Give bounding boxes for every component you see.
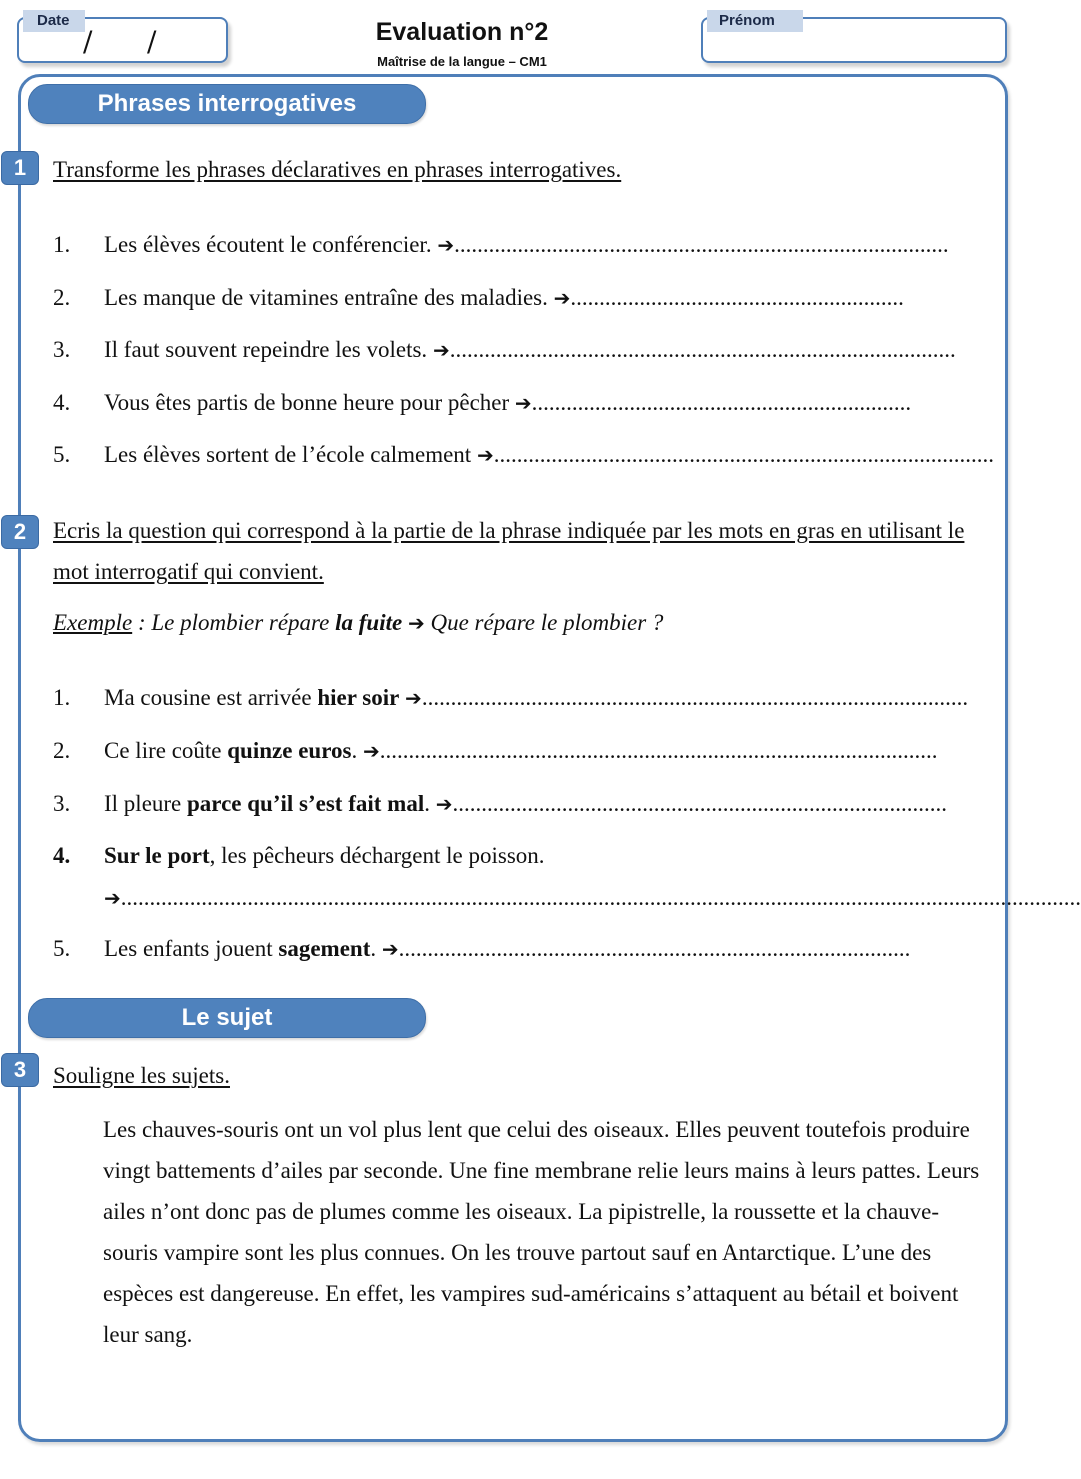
arrow-right-icon: ➔ bbox=[437, 233, 455, 257]
example-before: : Le plombier répare bbox=[132, 610, 336, 635]
list-item bbox=[53, 685, 969, 711]
date-slashes bbox=[83, 25, 211, 58]
example-bold: la fuite bbox=[335, 610, 403, 635]
date-slash: / bbox=[147, 25, 157, 58]
example-label: Exemple bbox=[53, 610, 133, 635]
page-title: Evaluation n°2 bbox=[375, 18, 549, 46]
item-text: Vous êtes partis de bonne heure pour pêcher bbox=[104, 390, 515, 415]
list-item bbox=[53, 337, 956, 363]
answer-line[interactable]: ...................................................................................... bbox=[454, 232, 949, 257]
example-after: Que répare le plombier ? bbox=[424, 610, 664, 635]
exercise-number-2: 2 bbox=[1, 515, 39, 549]
arrow-right-icon: ➔ bbox=[553, 286, 571, 310]
list-item bbox=[53, 285, 953, 311]
list-item bbox=[53, 791, 953, 817]
item-number: 4. bbox=[53, 390, 71, 415]
answer-line[interactable]: ...................................................................................... bbox=[452, 791, 947, 816]
item-text: Il pleure bbox=[104, 791, 188, 816]
date-label: Date bbox=[23, 10, 85, 32]
arrow-right-icon: ➔ bbox=[435, 792, 453, 816]
prenom-label: Prénom bbox=[707, 10, 803, 32]
exercise-2-instruction: Ecris la question qui correspond à la partie de la phrase indiquée par les mots en gras en utilisant le mot interrogatif qui convient. bbox=[53, 518, 965, 584]
list-item bbox=[53, 936, 953, 962]
item-text: Les élèves sortent de l’école calmement bbox=[104, 442, 477, 467]
arrow-right-icon: ➔ bbox=[104, 886, 121, 910]
answer-line[interactable]: ............................................................................................... bbox=[421, 685, 969, 710]
arrow-right-icon: ➔ bbox=[432, 338, 450, 362]
date-field[interactable] bbox=[17, 12, 228, 63]
item-text-after: . bbox=[370, 936, 382, 961]
answer-line[interactable]: .................................................................. bbox=[531, 390, 912, 415]
item-text: Il faut souvent repeindre les volets. bbox=[104, 337, 433, 362]
item-number: 3. bbox=[53, 337, 71, 362]
item-bold: Sur le port bbox=[104, 843, 210, 868]
answer-line[interactable]: ....................................................................................... bbox=[493, 442, 994, 467]
exercise-number-3: 3 bbox=[1, 1053, 39, 1087]
prenom-field[interactable] bbox=[701, 12, 1007, 63]
exercise-1-instruction: Transforme les phrases déclaratives en phrases interrogatives. bbox=[53, 157, 622, 182]
item-number: 5. bbox=[53, 442, 71, 467]
list-item bbox=[53, 232, 953, 258]
item-number: 1. bbox=[53, 232, 71, 257]
item-text: Les enfants jouent bbox=[104, 936, 279, 961]
arrow-right-icon: ➔ bbox=[362, 739, 380, 763]
item-bold: quinze euros bbox=[227, 738, 352, 763]
item-text: Les manque de vitamines entraîne des maladies. bbox=[104, 285, 554, 310]
page-subtitle: Maîtrise de la langue – CM1 bbox=[377, 54, 547, 69]
exercise-3-instruction: Souligne les sujets. bbox=[53, 1063, 230, 1088]
item-bold: sagement bbox=[278, 936, 371, 961]
list-item bbox=[53, 442, 994, 468]
item-number: 4. bbox=[53, 843, 71, 868]
list-item bbox=[53, 738, 953, 764]
arrow-right-icon: ➔ bbox=[381, 937, 399, 961]
arrow-right-icon: ➔ bbox=[405, 686, 422, 710]
section-banner-le-sujet: Le sujet bbox=[28, 998, 426, 1038]
item-number: 2. bbox=[53, 738, 71, 763]
arrow-right-icon: ➔ bbox=[476, 443, 494, 467]
exercise-3-paragraph: Les chauves-souris ont un vol plus lent que celui des oiseaux. Elles peuvent toutefois produire vingt battements d’ailes par seconde. Une fine membrane relie leurs mains à leurs pattes. Leurs ailes n’ont donc pas de plumes comme les oiseaux. La pipistrelle, la roussette et la chauve-souris vampire sont les plus connues. On les trouve partout sauf en Antarctique. L’une des espèces est dangereuse. En effet, les vampires sud-américains s’attaquent au bétail et boivent leur sang. bbox=[103, 1117, 980, 1347]
item-bold: hier soir bbox=[317, 685, 400, 710]
answer-line[interactable]: ........................................................................................ bbox=[449, 337, 956, 362]
item-text: Ce lire coûte bbox=[104, 738, 228, 763]
item-text: Ma cousine est arrivée bbox=[104, 685, 318, 710]
list-item bbox=[53, 843, 953, 869]
item-number: 1. bbox=[53, 685, 71, 710]
item-text-after: . bbox=[424, 791, 436, 816]
item-number: 5. bbox=[53, 936, 71, 961]
item-text: Les élèves écoutent le conférencier. bbox=[104, 232, 438, 257]
item-number: 2. bbox=[53, 285, 71, 310]
list-item bbox=[53, 390, 953, 416]
answer-line[interactable]: ................................................................................................. bbox=[379, 738, 938, 763]
item-text-after: , les pêcheurs déchargent le poisson. bbox=[209, 843, 545, 868]
arrow-right-icon: ➔ bbox=[514, 391, 532, 415]
exercise-number-1: 1 bbox=[1, 151, 39, 185]
answer-line[interactable]: ....................................................................................................................................................................... bbox=[120, 885, 1081, 910]
item-bold: parce qu’il s’est fait mal bbox=[187, 791, 425, 816]
exercise-2-example bbox=[53, 610, 663, 636]
item-number: 3. bbox=[53, 791, 71, 816]
answer-line[interactable]: .......................................................... bbox=[570, 285, 904, 310]
arrow-right-icon: ➔ bbox=[407, 611, 425, 635]
answer-line[interactable]: ......................................................................................... bbox=[398, 936, 911, 961]
date-slash: / bbox=[83, 25, 93, 58]
item-text-after: . bbox=[351, 738, 363, 763]
section-banner-phrases-interrogatives: Phrases interrogatives bbox=[28, 84, 426, 124]
list-item-continuation bbox=[104, 885, 1081, 911]
